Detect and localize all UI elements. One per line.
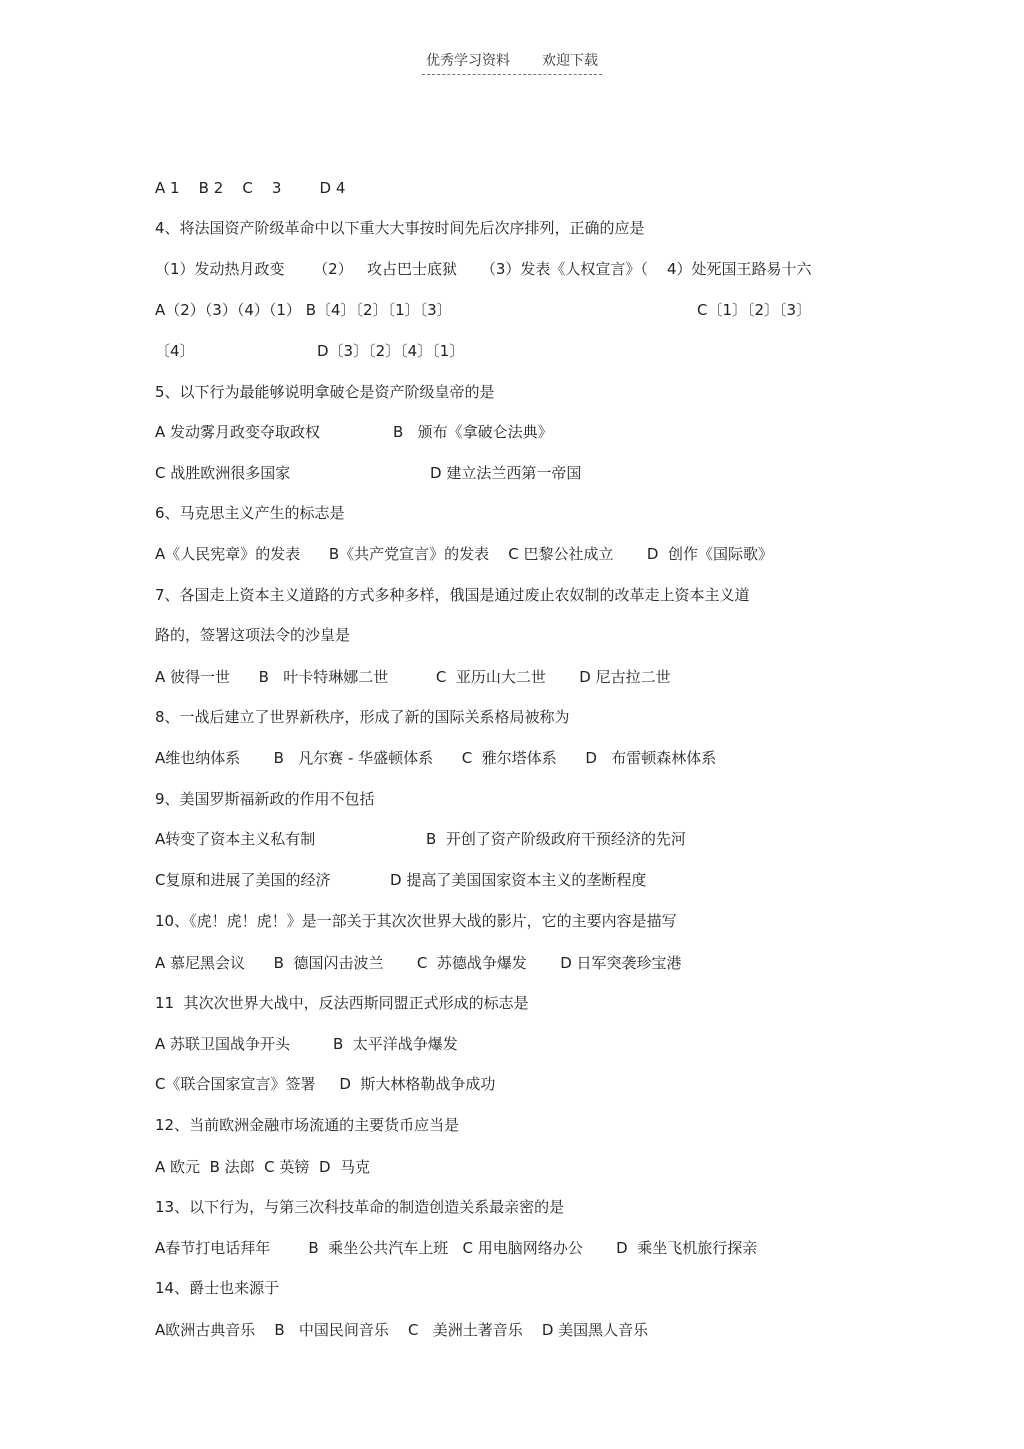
question-7: 7、各国走上资本主义道路的方式多种多样，俄国是通过废止农奴制的改革走上资本主义道 [155, 586, 750, 604]
header-banner [422, 50, 602, 75]
question-14-options: A欧洲古典音乐 B 中国民间音乐 C 美洲土著音乐 D 美国黑人音乐 [155, 1321, 649, 1339]
question-11: 11 其次次世界大战中，反法西斯同盟正式形成的标志是 [155, 994, 529, 1012]
question-9-option-b: B 开创了资产阶级政府干预经济的先河 [426, 830, 686, 848]
question-11-options-cd: C《联合国家宣言》签署 D 斯大林格勒战争成功 [155, 1075, 496, 1093]
question-12: 12、当前欧洲金融市场流通的主要货币应当是 [155, 1116, 460, 1134]
q3-options: A 1 B 2 C 3 D 4 [155, 179, 346, 197]
question-12-options: A 欧元 B 法郎 C 英镑 D 马克 [155, 1158, 371, 1176]
question-7-continued: 路的，签署这项法令的沙皇是 [155, 626, 351, 644]
question-5: 5、以下行为最能够说明拿破仑是资产阶级皇帝的是 [155, 383, 495, 401]
question-5-option-a: A 发动雾月政变夺取政权 [155, 423, 321, 441]
question-5-option-c: C 战胜欧洲很多国家 [155, 464, 291, 482]
question-13: 13、以下行为，与第三次科技革命的制造创造关系最亲密的是 [155, 1198, 565, 1216]
header-left-text: 优秀学习资料 [426, 53, 510, 69]
question-6: 6、马克思主义产生的标志是 [155, 504, 345, 522]
question-11-options-ab: A 苏联卫国战争开头 B 太平洋战争爆发 [155, 1035, 458, 1053]
question-8-options: A维也纳体系 B 凡尔赛 - 华盛顿体系 C 雅尔塔体系 D 布雷顿森林体系 [155, 749, 717, 767]
question-4-option-c: C〔1〕〔2〕〔3〕 [697, 301, 812, 319]
question-4-options-ab: A（2）（3）（4）（1） B〔4〕〔2〕〔1〕〔3〕 [155, 301, 452, 319]
question-5-option-b: B 颁布《拿破仑法典》 [393, 423, 553, 441]
header-right-text: 欢迎下载 [542, 53, 598, 69]
question-4-events: （1）发动热月政变 （2） 攻占巴士底狱 （3）发表《人权宣言》（ 4）处死国王路易十六 [155, 260, 812, 278]
page-header [0, 50, 1024, 75]
question-9-option-d: D 提高了美国国家资本主义的垄断程度 [390, 871, 647, 889]
question-5-option-d: D 建立法兰西第一帝国 [430, 464, 582, 482]
question-7-options: A 彼得一世 B 叶卡特琳娜二世 C 亚历山大二世 D 尼古拉二世 [155, 668, 671, 686]
question-9: 9、美国罗斯福新政的作用不包括 [155, 790, 375, 808]
question-14: 14、爵士也来源于 [155, 1279, 280, 1297]
question-4-option-d: D〔3〕〔2〕〔4〕〔1〕 [317, 342, 465, 360]
question-10: 10、《虎！虎！虎！》是一部关于其次次世界大战的影片，它的主要内容是描写 [155, 912, 677, 930]
question-9-option-c: C复原和进展了美国的经济 [155, 871, 331, 889]
question-4-option-c-end: 〔4〕 [155, 342, 195, 360]
question-10-options: A 慕尼黑会议 B 德国闪击波兰 C 苏德战争爆发 D 日军突袭珍宝港 [155, 954, 682, 972]
question-13-options: A春节打电话拜年 B 乘坐公共汽车上班 C 用电脑网络办公 D 乘坐飞机旅行探亲 [155, 1239, 758, 1257]
question-9-option-a: A转变了资本主义私有制 [155, 830, 316, 848]
question-6-options: A《人民宪章》的发表 B《共产党宣言》的发表 C 巴黎公社成立 D 创作《国际歌》 [155, 545, 773, 563]
question-8: 8、一战后建立了世界新秩序，形成了新的国际关系格局被称为 [155, 708, 570, 726]
question-4: 4、将法国资产阶级革命中以下重大大事按时间先后次序排列，正确的应是 [155, 219, 645, 237]
